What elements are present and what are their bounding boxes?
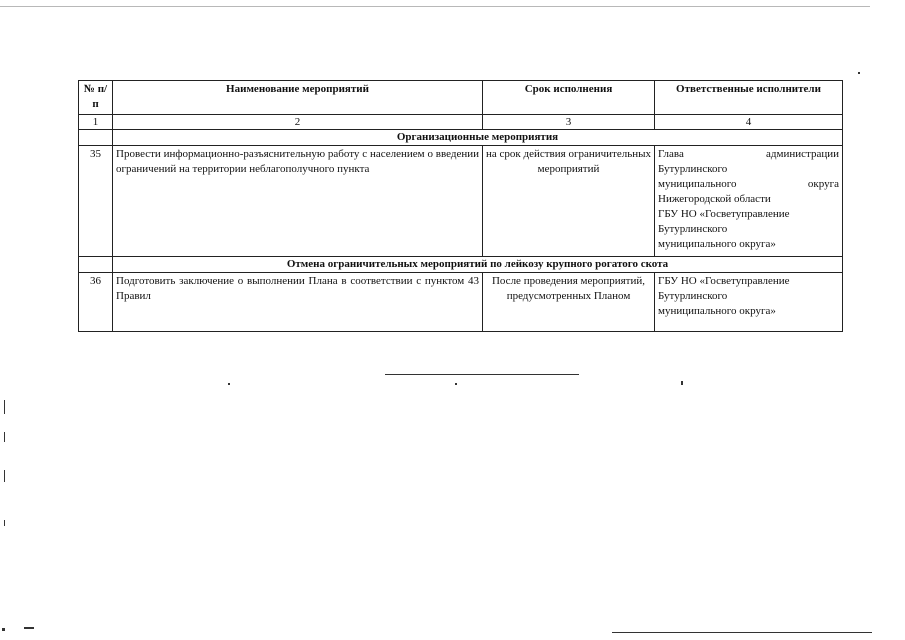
responsible-line: Нижегородской области [658,193,771,205]
header-row [79,81,843,115]
section-num-cell [79,257,113,273]
scan-speck [4,470,5,482]
scan-speck [4,432,5,442]
section-row-cancellation [79,257,843,273]
responsible-line: муниципального округа [658,178,839,190]
row-name: Провести информационно-разъяснительную работу с населением о введении ограничений на территории неблагополучного пункта [113,146,483,257]
scan-speck [24,627,34,629]
row-term: После проведения мероприятий, предусмотренных Планом [483,273,655,332]
row-responsible [655,146,843,257]
header-responsible: Ответственные исполнители [655,81,843,115]
responsible-line: Глава администрации [658,148,839,160]
column-index: 1 [79,115,113,130]
row-responsible [655,273,843,332]
table-row [79,146,843,257]
section-title: Организационные мероприятия [113,130,843,146]
row-num: 35 [79,146,113,257]
scan-speck [455,383,457,385]
scan-speck [2,628,5,631]
table-row [79,273,843,332]
scan-speck [0,6,870,7]
column-index-row [79,115,843,130]
responsible-line: Бутурлинского [658,223,728,235]
header-name: Наименование мероприятий [113,81,483,115]
footer-divider [385,374,579,375]
scan-speck [4,400,5,414]
responsible-line: ГБУ НО «Госветуправление [658,208,790,220]
responsible-line: Бутурлинского [658,163,728,175]
scan-speck [681,381,683,385]
scan-speck [612,632,872,633]
column-index: 2 [113,115,483,130]
measures-table [78,80,843,332]
scan-speck [228,383,230,385]
section-title: Отмена ограничительных мероприятий по лейкозу крупного рогатого скота [113,257,843,273]
row-num: 36 [79,273,113,332]
column-index: 3 [483,115,655,130]
scan-speck [4,520,5,526]
header-term: Срок исполнения [483,81,655,115]
row-term: на срок действия ограничительных мероприятий [483,146,655,257]
responsible-line: Бутурлинского [658,290,728,302]
row-name: Подготовить заключение о выполнении Плана в соответствии с пунктом 43 Правил [113,273,483,332]
section-num-cell [79,130,113,146]
section-row-organizational [79,130,843,146]
scan-speck [858,72,860,74]
responsible-line: муниципального округа» [658,238,776,250]
header-num: № п/п [79,81,113,115]
responsible-line: муниципального округа» [658,305,776,317]
column-index: 4 [655,115,843,130]
responsible-line: ГБУ НО «Госветуправление [658,275,790,287]
